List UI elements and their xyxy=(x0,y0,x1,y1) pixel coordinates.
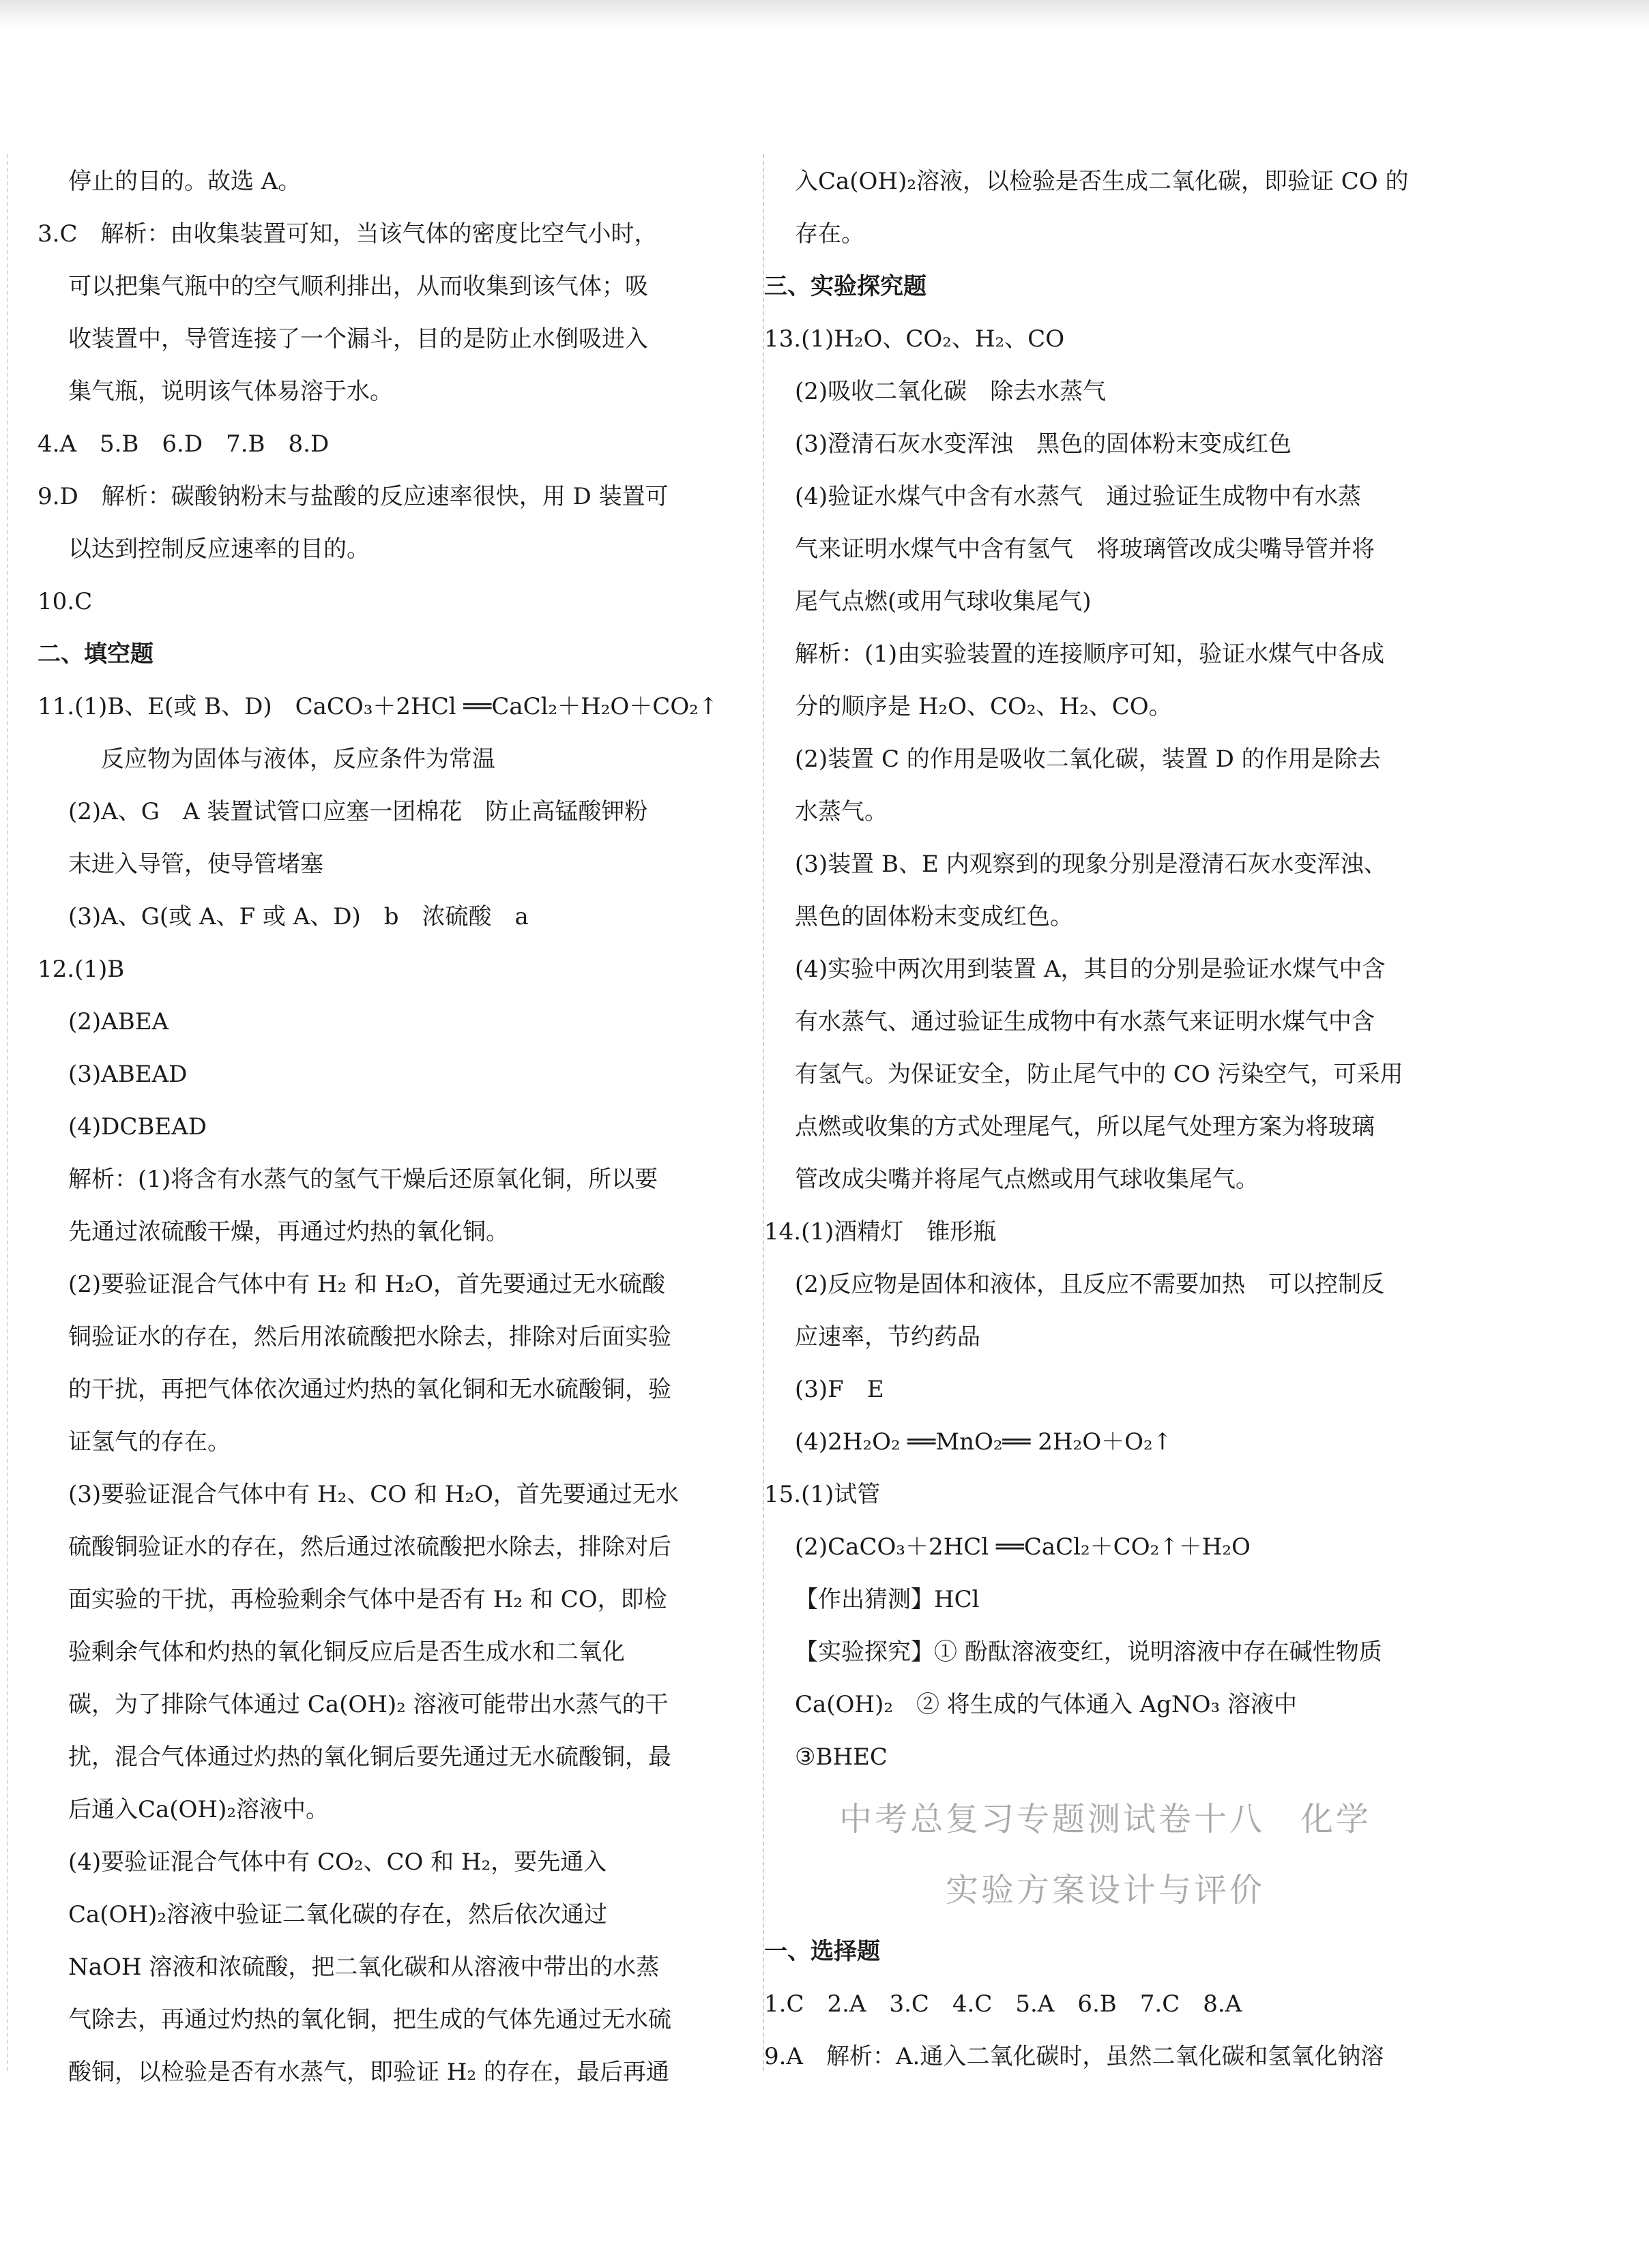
text-line: Ca(OH)₂溶液中验证二氧化碳的存在，然后依次通过 xyxy=(68,1901,607,1928)
text-line: 扰，混合气体通过灼热的氧化铜后要先通过无水硫酸铜，最 xyxy=(68,1743,671,1771)
right-column-body xyxy=(764,156,1446,1784)
text-line: 点燃或收集的方式处理尾气，所以尾气处理方案为将玻璃 xyxy=(795,1113,1375,1140)
text-line: 停止的目的。故选 A。 xyxy=(68,168,302,195)
text-line: 水蒸气。 xyxy=(795,798,888,825)
text-line: (2)ABEA xyxy=(68,1008,169,1035)
left-margin-rule xyxy=(7,154,9,2071)
text-line: 硫酸铜验证水的存在，然后通过浓硫酸把水除去，排除对后 xyxy=(68,1533,671,1561)
text-line: 14.(1)酒精灯 锥形瓶 xyxy=(764,1218,997,1246)
text-line: 【作出猜测】HCl xyxy=(795,1586,980,1613)
text-line: Ca(OH)₂ ② 将生成的气体通入 AgNO₃ 溶液中 xyxy=(795,1691,1297,1718)
text-line: 解析：(1)由实验装置的连接顺序可知，验证水煤气中各成 xyxy=(795,640,1385,668)
text-line: (3)A、G(或 A、F 或 A、D) b 浓硫酸 a xyxy=(68,903,529,930)
text-line: (4)2H₂O₂ ══MnO₂══ 2H₂O＋O₂↑ xyxy=(795,1428,1173,1456)
text-line: 铜验证水的存在，然后用浓硫酸把水除去，排除对后面实验 xyxy=(68,1323,671,1351)
text-line: (4)实验中两次用到装置 A，其目的分别是验证水煤气中含 xyxy=(795,956,1386,983)
text-line: 气来证明水煤气中含有氢气 将玻璃管改成尖嘴导管并将 xyxy=(795,535,1375,563)
text-line: 【实验探究】① 酚酞溶液变红，说明溶液中存在碱性物质 xyxy=(795,1638,1382,1666)
text-line: 解析：(1)将含有水蒸气的氢气干燥后还原氧化铜，所以要 xyxy=(68,1166,658,1193)
text-line: 管改成尖嘴并将尾气点燃或用气球收集尾气。 xyxy=(795,1166,1259,1193)
text-line: 9.D 解析：碳酸钠粉末与盐酸的反应速率很快，用 D 装置可 xyxy=(38,483,669,510)
text-line: 碳，为了排除气体通过 Ca(OH)₂ 溶液可能带出水蒸气的干 xyxy=(68,1691,669,1718)
text-line: (2)A、G A 装置试管口应塞一团棉花 防止高锰酸钾粉 xyxy=(68,798,648,825)
text-line: 12.(1)B xyxy=(38,956,125,983)
text-line: 应速率，节约药品 xyxy=(795,1323,980,1351)
text-line: 9.A 解析：A.通入二氧化碳时，虽然二氧化碳和氢氧化钠溶 xyxy=(764,2043,1384,2070)
text-line: 4.A 5.B 6.D 7.B 8.D xyxy=(38,430,330,458)
text-line: 可以把集气瓶中的空气顺利排出，从而收集到该气体；吸 xyxy=(68,273,648,300)
text-line: (4)验证水煤气中含有水蒸气 通过验证生成物中有水蒸 xyxy=(795,483,1362,510)
text-line: (2)CaCO₃＋2HCl ══CaCl₂＋CO₂↑＋H₂O xyxy=(795,1533,1251,1561)
left-column xyxy=(38,156,720,2099)
text-line: (4)DCBEAD xyxy=(68,1113,207,1140)
text-line: ③BHEC xyxy=(795,1743,888,1771)
text-line: 10.C xyxy=(38,588,93,615)
text-line: 集气瓶，说明该气体易溶于水。 xyxy=(68,378,393,405)
text-line: (3)ABEAD xyxy=(68,1061,188,1088)
text-line: 先通过浓硫酸干燥，再通过灼热的氧化铜。 xyxy=(68,1218,509,1246)
text-line: 有水蒸气、通过验证生成物中有水蒸气来证明水煤气中含 xyxy=(795,1008,1375,1035)
text-line: (2)反应物是固体和液体，且反应不需要加热 可以控制反 xyxy=(795,1271,1385,1298)
text-line: 的干扰，再把气体依次通过灼热的氧化铜和无水硫酸铜，验 xyxy=(68,1376,671,1403)
right-column-tail xyxy=(764,1926,1446,2083)
text-line: 二、填空题 xyxy=(38,640,154,668)
text-line: 证氢气的存在。 xyxy=(68,1428,231,1456)
text-line: 以达到控制反应速率的目的。 xyxy=(68,535,370,563)
text-line: (2)要验证混合气体中有 H₂ 和 H₂O，首先要通过无水硫酸 xyxy=(68,1271,666,1298)
text-line: 入Ca(OH)₂溶液，以检验是否生成二氧化碳，即验证 CO 的 xyxy=(795,168,1409,195)
text-line: (3)要验证混合气体中有 H₂、CO 和 H₂O，首先要通过无水 xyxy=(68,1481,679,1508)
right-column xyxy=(764,156,1446,2083)
text-line: 1.C 2.A 3.C 4.C 5.A 6.B 7.C 8.A xyxy=(764,1990,1242,2018)
section-title-line1: 中考总复习专题测试卷十八 化学 xyxy=(838,1800,1371,1838)
text-line: 黑色的固体粉末变成红色。 xyxy=(795,903,1073,930)
scan-top-band xyxy=(0,0,1649,27)
text-line: NaOH 溶液和浓硫酸，把二氧化碳和从溶液中带出的水蒸 xyxy=(68,1954,660,1981)
text-line: 分的顺序是 H₂O、CO₂、H₂、CO。 xyxy=(795,693,1172,720)
text-line: 验剩余气体和灼热的氧化铜反应后是否生成水和二氧化 xyxy=(68,1638,625,1666)
text-line: (3)澄清石灰水变浑浊 黑色的固体粉末变成红色 xyxy=(795,430,1292,458)
text-line: 有氢气。为保证安全，防止尾气中的 CO 污染空气，可采用 xyxy=(795,1061,1403,1088)
text-line: (4)要验证混合气体中有 CO₂、CO 和 H₂，要先通入 xyxy=(68,1849,607,1876)
text-line: 反应物为固体与液体，反应条件为常温 xyxy=(101,746,495,773)
text-line: 11.(1)B、E(或 B、D) CaCO₃＋2HCl ══CaCl₂＋H₂O＋CO₂↑ xyxy=(38,693,718,720)
section-title-line2: 实验方案设计与评价 xyxy=(945,1871,1265,1909)
text-line: 收装置中，导管连接了一个漏斗，目的是防止水倒吸进入 xyxy=(68,325,648,353)
text-line: 13.(1)H₂O、CO₂、H₂、CO xyxy=(764,325,1065,353)
text-line: (2)吸收二氧化碳 除去水蒸气 xyxy=(795,378,1107,405)
text-line: 酸铜，以检验是否有水蒸气，即验证 H₂ 的存在，最后再通 xyxy=(68,2059,669,2086)
text-line: 15.(1)试管 xyxy=(764,1481,881,1508)
text-line: 三、实验探究题 xyxy=(764,273,926,300)
text-line: (3)F E xyxy=(795,1376,884,1403)
text-line: 面实验的干扰，再检验剩余气体中是否有 H₂ 和 CO，即检 xyxy=(68,1586,667,1613)
text-line: 3.C 解析：由收集装置可知，当该气体的密度比空气小时， xyxy=(38,220,658,248)
text-line: 末进入导管，使导管堵塞 xyxy=(68,851,323,878)
text-line: 气除去，再通过灼热的氧化铜，把生成的气体先通过无水硫 xyxy=(68,2006,671,2033)
text-line: 尾气点燃(或用气球收集尾气) xyxy=(795,588,1092,615)
text-line: 一、选择题 xyxy=(764,1938,880,1965)
text-line: (3)装置 B、E 内观察到的现象分别是澄清石灰水变浑浊、 xyxy=(795,851,1387,878)
text-line: 后通入Ca(OH)₂溶液中。 xyxy=(68,1796,329,1823)
text-line: (2)装置 C 的作用是吸收二氧化碳，装置 D 的作用是除去 xyxy=(795,746,1381,773)
text-line: 存在。 xyxy=(795,220,864,248)
